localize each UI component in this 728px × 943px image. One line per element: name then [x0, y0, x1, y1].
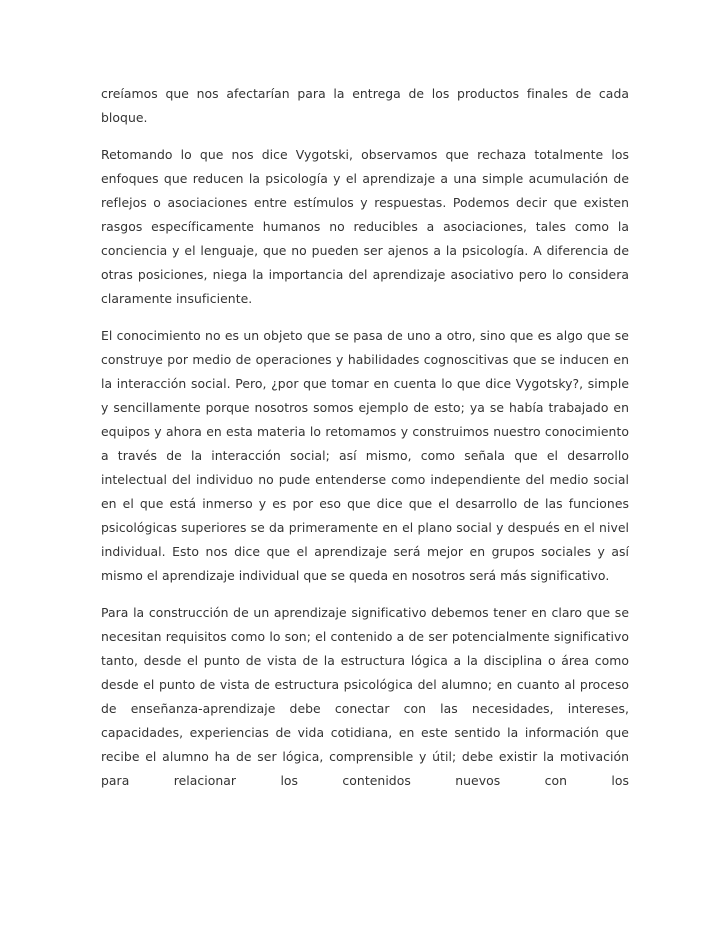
paragraph-2: Retomando lo que nos dice Vygotski, observamos que rechaza totalmente los enfoques que reducen la psicología y el aprendizaje a una simple acumulación de reflejos o asociaciones entre estímulos y respuestas. Podemos decir que existen rasgos específicamente humanos no reducibles a asociaciones, tales como la conciencia y el lenguaje, que no pueden ser ajenos a la psicología. A diferencia de otras posiciones, niega la importancia del aprendizaje asociativo pero lo considera claramente insuficiente.: [101, 147, 629, 306]
document-body: [101, 82, 629, 793]
paragraph-1: creíamos que nos afectarían para la entrega de los productos finales de cada bloque.: [101, 86, 629, 125]
paragraph-4: Para la construcción de un aprendizaje significativo debemos tener en claro que se necesitan requisitos como lo son; el contenido a de ser potencialmente significativo tanto, desde el punto de vista de la estructura lógica a la disciplina o área como desde el punto de vista de estructura psicológica del alumno; en cuanto al proceso de enseñanza-aprendizaje debe conectar con las necesidades, intereses, capacidades, experiencias de vida cotidiana, en este sentido la información que recibe el alumno ha de ser lógica, comprensible y útil; debe existir la motivación para relacionar los contenidos nuevos con los: [101, 605, 629, 788]
paragraph-3: El conocimiento no es un objeto que se pasa de uno a otro, sino que es algo que se construye por medio de operaciones y habilidades cognoscitivas que se inducen en la interacción social. Pero, ¿por que tomar en cuenta lo que dice Vygotsky?, simple y sencillamente porque nosotros somos ejemplo de esto; ya se había trabajado en equipos y ahora en esta materia lo retomamos y construimos nuestro conocimiento a través de la interacción social; así mismo, como señala que el desarrollo intelectual del individuo no pude entenderse como independiente del medio social en el que está inmerso y es por eso que dice que el desarrollo de las funciones psicológicas superiores se da primeramente en el plano social y después en el nivel individual. Esto nos dice que el aprendizaje será mejor en grupos sociales y así mismo el aprendizaje individual que se queda en nosotros será más significativo.: [101, 328, 629, 583]
